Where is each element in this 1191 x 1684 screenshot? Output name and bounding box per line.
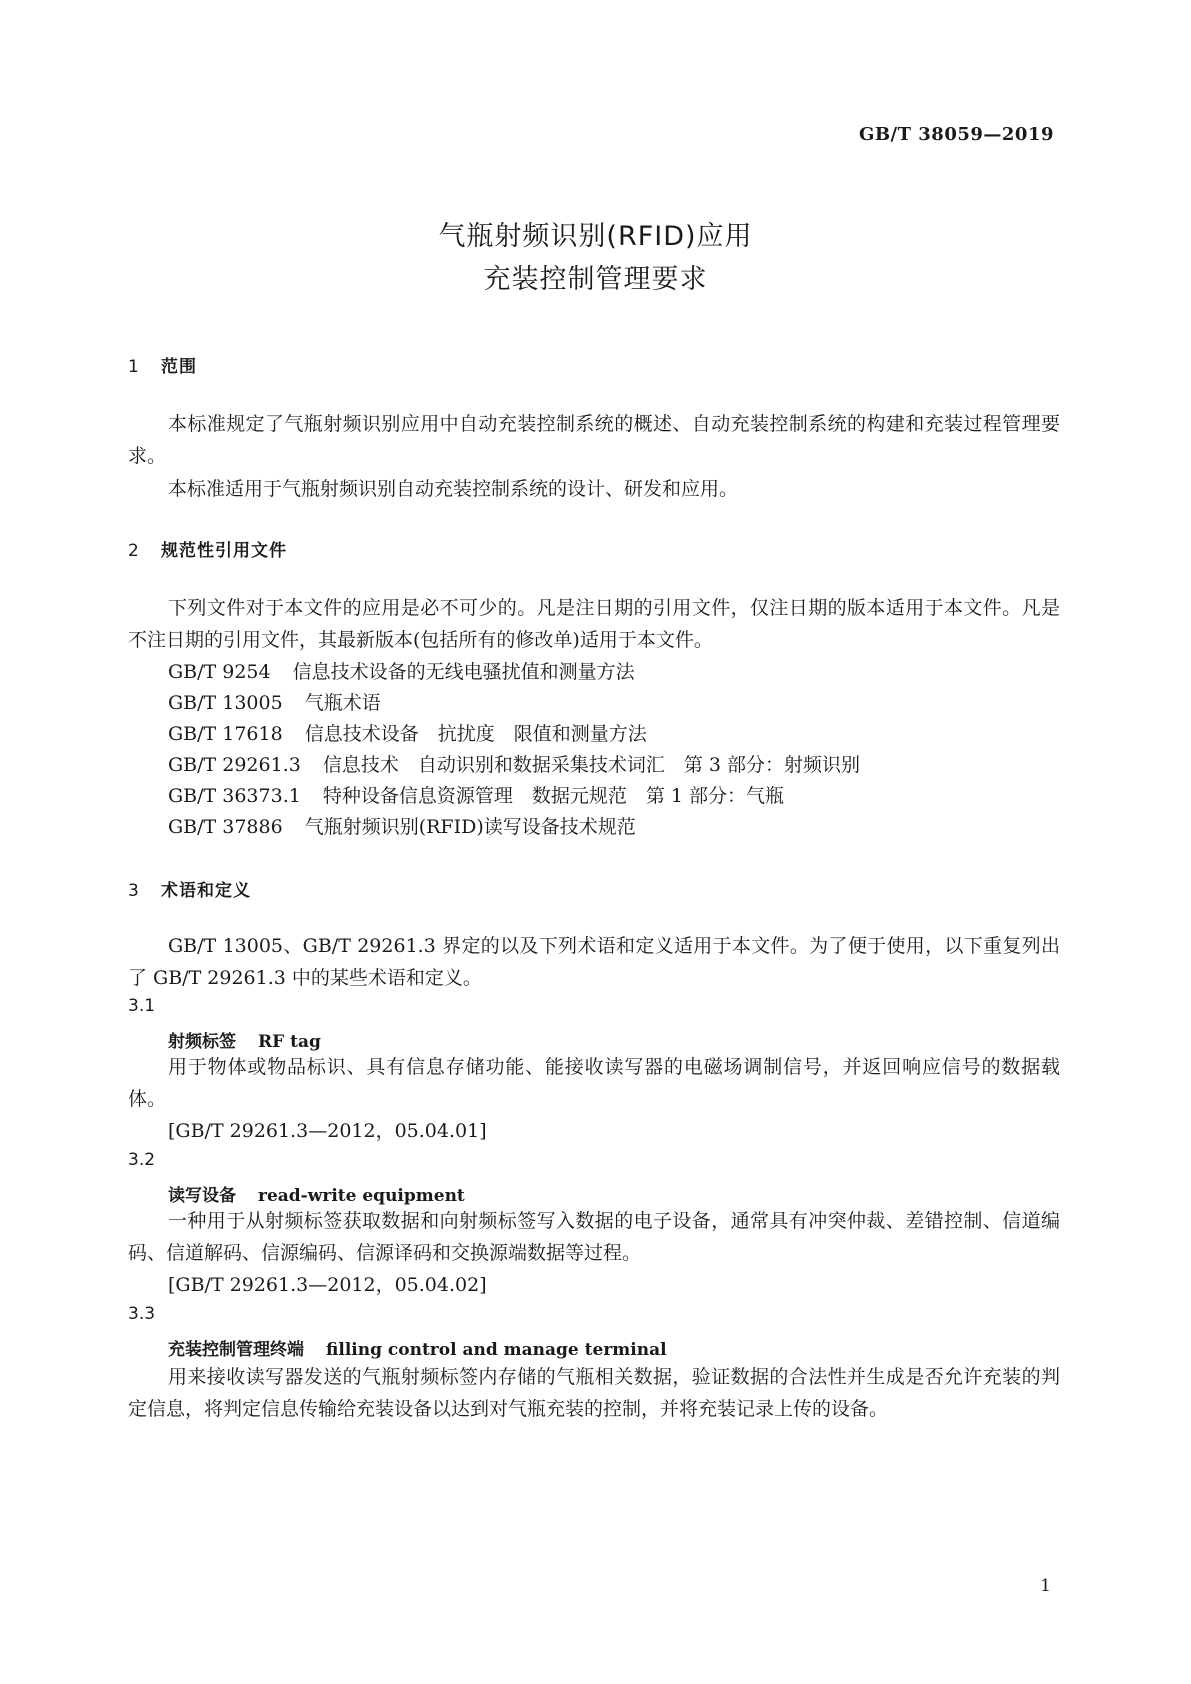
term-number: 3.3 — [128, 1304, 156, 1324]
reference-item — [168, 811, 636, 843]
reference-title: 信息技术 自动识别和数据采集技术词汇 第 3 部分：射频识别 — [322, 754, 860, 776]
page-number: 1 — [1040, 1576, 1051, 1596]
term-number: 3.1 — [128, 996, 156, 1016]
reference-title: 特种设备信息资源管理 数据元规范 第 1 部分：气瓶 — [322, 785, 784, 807]
section-title: 范围 — [161, 357, 197, 377]
reference-code: GB/T 37886 — [168, 816, 283, 838]
document-title-line-2: 充装控制管理要求 — [483, 264, 708, 295]
reference-code: GB/T 17618 — [168, 723, 283, 745]
section-number: 3 — [128, 881, 140, 901]
reference-item — [168, 687, 381, 719]
section-3-heading — [128, 876, 251, 901]
section-2-heading — [128, 536, 287, 561]
reference-title: 信息技术设备 抗扰度 限值和测量方法 — [304, 723, 647, 745]
term-title-zh: 射频标签 — [168, 1032, 236, 1052]
reference-title: 信息技术设备的无线电骚扰值和测量方法 — [292, 661, 635, 683]
term-title-en: filling control and manage terminal — [326, 1340, 667, 1360]
term-title — [168, 1335, 667, 1360]
normative-references-intro: 下列文件对于本文件的应用是必不可少的。凡是注日期的引用文件，仅注日期的版本适用于本文件。凡是不注日期的引用文件，其最新版本(包括所有的修改单)适用于本文件。 — [128, 597, 1060, 651]
term-definition: 一种用于从射频标签获取数据和向射频标签写入数据的电子设备，通常具有冲突仲裁、差错控制、信道编码、信道解码、信源编码、信源译码和交换源端数据等过程。 — [128, 1210, 1060, 1264]
section-number: 2 — [128, 541, 140, 561]
reference-item — [168, 780, 784, 812]
term-definition: 用于物体或物品标识、具有信息存储功能、能接收读写器的电磁场调制信号，并返回响应信号的数据载体。 — [128, 1056, 1060, 1110]
reference-code: GB/T 29261.3 — [168, 754, 301, 776]
reference-item — [168, 718, 647, 750]
term-source: [GB/T 29261.3—2012，05.04.01] — [168, 1120, 487, 1142]
reference-code: GB/T 13005 — [168, 692, 283, 714]
document-title-line-1: 气瓶射频识别(RFID)应用 — [438, 221, 753, 252]
term-definition: 用来接收读写器发送的气瓶射频标签内存储的气瓶相关数据，验证数据的合法性并生成是否允许充装的判定信息，将判定信息传输给充装设备以达到对气瓶充装的控制，并将充装记录上传的设备。 — [128, 1366, 1060, 1420]
section-title: 规范性引用文件 — [161, 541, 287, 561]
term-title-zh: 充装控制管理终端 — [168, 1340, 304, 1360]
term-title — [168, 1181, 465, 1206]
term-title-zh: 读写设备 — [168, 1186, 236, 1206]
scope-paragraph-2: 本标准适用于气瓶射频识别自动充装控制系统的设计、研发和应用。 — [168, 478, 739, 500]
reference-item — [168, 749, 860, 781]
reference-title: 气瓶射频识别(RFID)读写设备技术规范 — [304, 816, 636, 838]
term-title — [168, 1027, 321, 1052]
scope-paragraph-1: 本标准规定了气瓶射频识别应用中自动充装控制系统的概述、自动充装控制系统的构建和充装过程管理要求。 — [128, 413, 1060, 467]
reference-code: GB/T 36373.1 — [168, 785, 301, 807]
reference-code: GB/T 9254 — [168, 661, 271, 683]
standard-code: GB/T 38059—2019 — [858, 124, 1054, 145]
section-title: 术语和定义 — [161, 881, 251, 901]
term-title-en: RF tag — [258, 1032, 321, 1052]
reference-title: 气瓶术语 — [304, 692, 381, 714]
reference-item — [168, 656, 635, 688]
section-number: 1 — [128, 357, 140, 377]
section-1-heading — [128, 352, 197, 377]
term-title-en: read-write equipment — [258, 1186, 465, 1206]
term-number: 3.2 — [128, 1150, 156, 1170]
terms-intro: GB/T 13005、GB/T 29261.3 界定的以及下列术语和定义适用于本文件。为了便于使用，以下重复列出了 GB/T 29261.3 中的某些术语和定义。 — [128, 935, 1060, 989]
term-source: [GB/T 29261.3—2012，05.04.02] — [168, 1274, 487, 1296]
